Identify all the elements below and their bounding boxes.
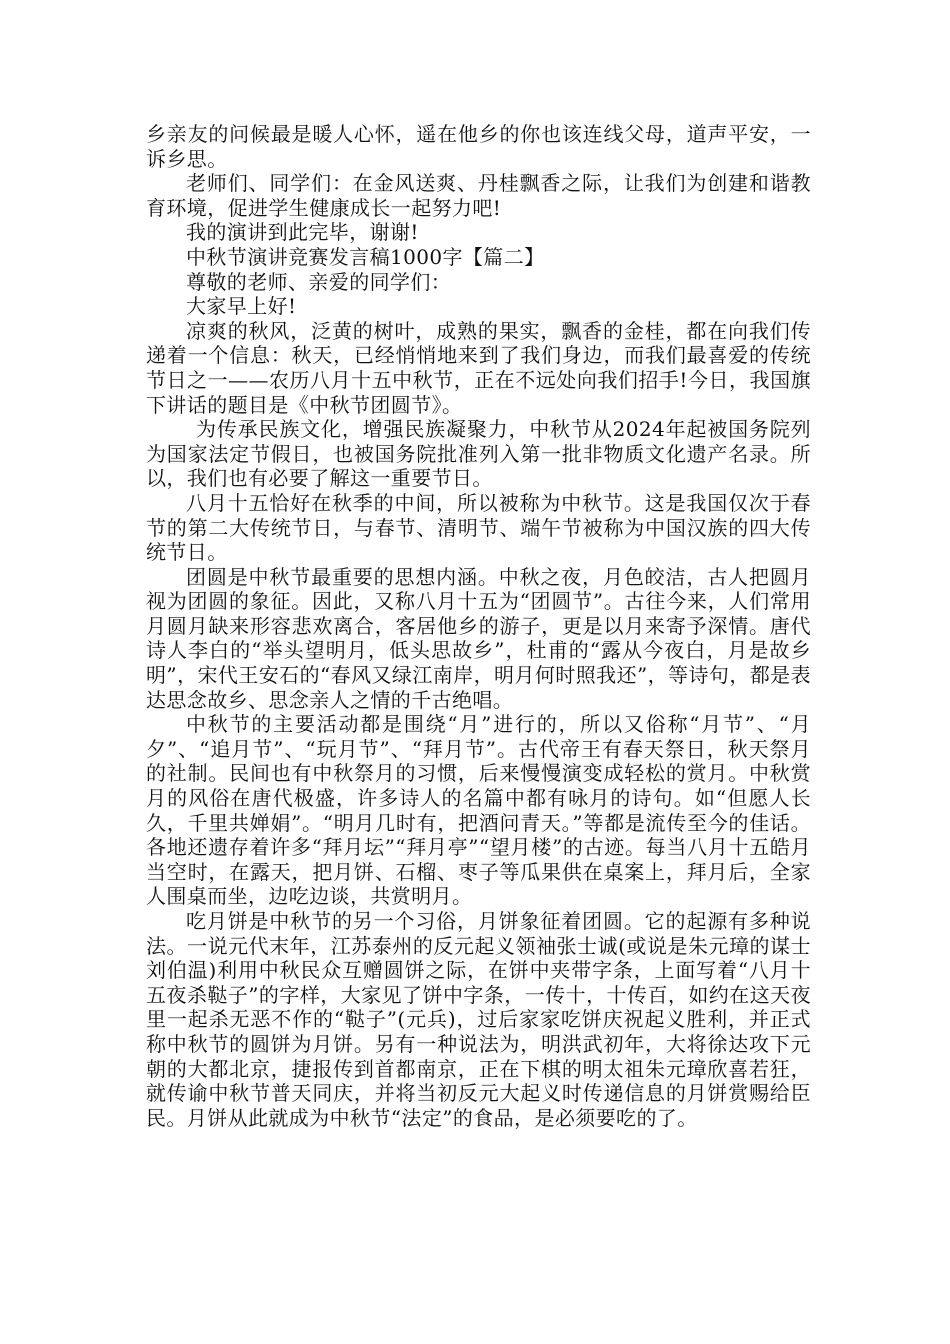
paragraph-1: 乡亲友的问候最是暖人心怀，遥在他乡的你也该连线父母，道声平安，一诉乡思。 [146,122,811,171]
salutation: 尊敬的老师、亲爱的同学们： [186,269,452,294]
greeting: 大家早上好! [186,294,297,319]
paragraph-7: 凉爽的秋风，泛黄的树叶，成熟的果实，飘香的金桂，都在向我们传递着一个信息：秋天，已经悄悄地来到了我们身边，而我们最喜爱的传统节日之一——农历八月十五中秋节，正在不远处向我们招手!今日，我国旗下讲话的题目是《中秋节团圆节》。 [146,318,811,417]
paragraph-9: 八月十五恰好在秋季的中间，所以被称为中秋节。这是我国仅次于春节的第二大传统节日，与春节、清明节、端午节被称为中国汉族的四大传统节日。 [146,490,811,565]
paragraph-8: 为传承民族文化，增强民族凝聚力，中秋节从2024年起被国务院列为国家法定节假日，也被国务院批准列入第一批非物质文化遗产名录。所以，我们也有必要了解这一重要节日。 [146,417,811,491]
paragraph-3: 我的演讲到此完毕，谢谢! [186,220,419,245]
paragraph-10: 团圆是中秋节最重要的思想内涵。中秋之夜，月色皎洁，古人把圆月视为团圆的象征。因此，又称八月十五为“团圆节”。古往今来，人们常用月圆月缺来形容悲欢离合，客居他乡的游子，更是以月来寄予深情。唐代诗人李白的“举头望明月，低头思故乡”，杜甫的“露从今夜白，月是故乡明”，宋代王安石的“春风又绿江南岸，明月何时照我还”，等诗句，都是表达思念故乡、思念亲人之情的千古绝唱。 [146,564,811,712]
paragraph-11: 中秋节的主要活动都是围绕“月”进行的，所以又俗称“月节”、“月夕”、“追月节”、“玩月节”、“拜月节”。古代帝王有春天祭日，秋天祭月的社制。民间也有中秋祭月的习惯，后来慢慢演变成轻松的赏月。中秋赏月的风俗在唐代极盛，许多诗人的名篇中都有咏月的诗句。如“但愿人长久，千里共婵娟”。“明月几时有，把酒问青天。”等都是流传至今的佳话。各地还遗存着许多“拜月坛”“拜月亭”“望月楼”的古迹。每当八月十五皓月当空时，在露天，把月饼、石榴、枣子等瓜果供在桌案上，拜月后，全家人围桌而坐，边吃边谈，共赏明月。 [146,712,811,909]
section-heading: 中秋节演讲竞赛发言稿1000字【篇二】 [186,244,545,269]
document-body [146,122,811,1130]
paragraph-12: 吃月饼是中秋节的另一个习俗，月饼象征着团圆。它的起源有多种说法。一说元代末年，江苏泰州的反元起义领袖张士诚(或说是朱元璋的谋士刘伯温)利用中秋民众互赠圆饼之际，在饼中夹带字条，上面写着“八月十五夜杀鞑子”的字样，大家见了饼中字条，一传十，十传百，如约在这天夜里一起杀无恶不作的“鞑子”(元兵)，过后家家吃饼庆祝起义胜利，并正式称中秋节的圆饼为月饼。另有一种说法为，明洪武初年，大将徐达攻下元朝的大都北京，捷报传到首都南京，正在下棋的明太祖朱元璋欣喜若狂，就传谕中秋节普天同庆，并将当初反元大起义时传递信息的月饼赏赐给臣民。月饼从此就成为中秋节“法定”的食品，是必须要吃的了。 [146,909,811,1130]
paragraph-2: 老师们、同学们：在金风送爽、丹桂飘香之际，让我们为创建和谐教育环境，促进学生健康成长一起努力吧! [146,171,811,220]
